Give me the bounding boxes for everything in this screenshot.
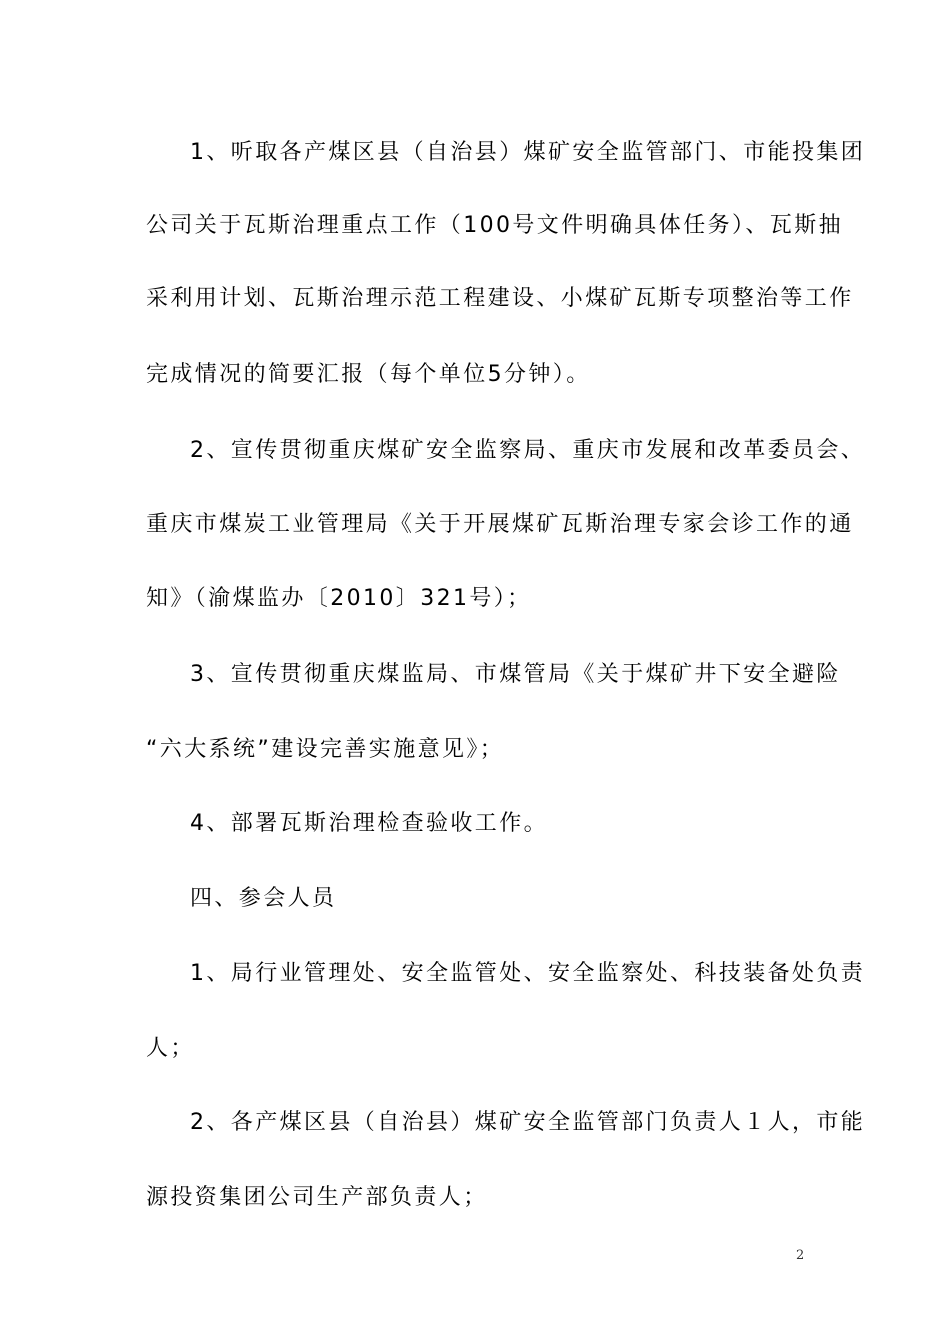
paragraph-line: 2、各产煤区县（自治县）煤矿安全监管部门负责人１人，市能 xyxy=(190,1110,866,1135)
section-heading: 四、参会人员 xyxy=(190,886,337,911)
paragraph-line: 采利用计划、瓦斯治理示范工程建设、小煤矿瓦斯专项整治等工作 xyxy=(146,286,854,311)
paragraph-line: 源投资集团公司生产部负责人； xyxy=(146,1185,488,1210)
paragraph-line: 公司关于瓦斯治理重点工作（100号文件明确具体任务）、瓦斯抽 xyxy=(146,213,843,238)
paragraph-line: 1、听取各产煤区县（自治县）煤矿安全监管部门、市能投集团 xyxy=(190,140,866,165)
paragraph-line: 3、宣传贯彻重庆煤监局、市煤管局《关于煤矿井下安全避险 xyxy=(190,662,841,687)
paragraph-line: 知》（渝煤监办〔2010〕321号）； xyxy=(146,586,532,611)
paragraph-line: 1、局行业管理处、安全监管处、安全监察处、科技装备处负责 xyxy=(190,961,866,986)
paragraph-line: 人； xyxy=(146,1036,195,1061)
paragraph-line: 重庆市煤炭工业管理局《关于开展煤矿瓦斯治理专家会诊工作的通 xyxy=(146,512,854,537)
paragraph-line: 完成情况的简要汇报（每个单位5分钟）。 xyxy=(146,362,591,387)
paragraph-line: 2、宣传贯彻重庆煤矿安全监察局、重庆市发展和改革委员会、 xyxy=(190,438,866,463)
paragraph-line: “六大系统”建设完善实施意见》； xyxy=(146,737,505,762)
page-number: 2 xyxy=(796,1248,805,1263)
paragraph-line: 4、部署瓦斯治理检查验收工作。 xyxy=(190,811,548,836)
